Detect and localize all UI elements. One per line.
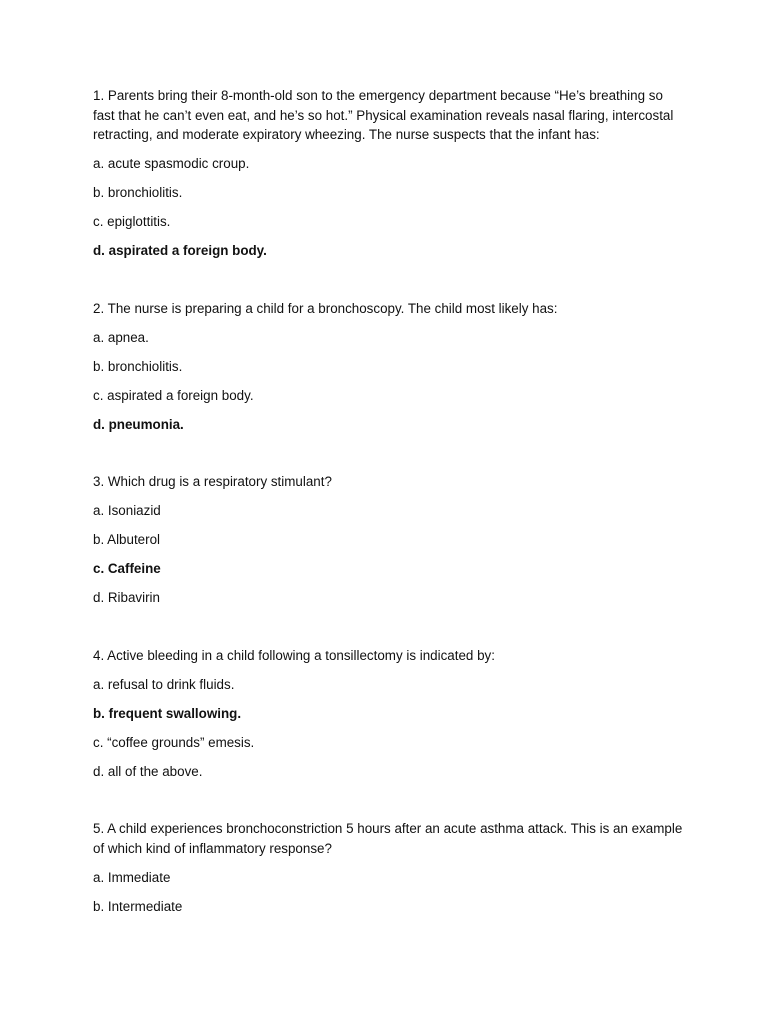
answer-option: c. aspirated a foreign body. bbox=[93, 387, 254, 403]
question-text: 5. A child experiences bronchoconstriction 5 hours after an acute asthma attack. This is an example of which kind of inflammatory response? bbox=[93, 821, 683, 856]
answer-option: b. bronchiolitis. bbox=[93, 358, 183, 374]
question-block-3 bbox=[93, 472, 683, 608]
question-text: 3. Which drug is a respiratory stimulant? bbox=[93, 474, 332, 489]
question-block-4 bbox=[93, 646, 683, 782]
answer-option: c. “coffee grounds” emesis. bbox=[93, 734, 255, 750]
answer-option: c. epiglottitis. bbox=[93, 214, 171, 229]
answer-option: a. Immediate bbox=[93, 869, 171, 885]
answer-option-correct: b. frequent swallowing. bbox=[93, 705, 242, 721]
question-block-1 bbox=[93, 86, 683, 261]
document-page bbox=[93, 86, 683, 926]
answer-option-correct: d. aspirated a foreign body. bbox=[93, 243, 267, 258]
answer-option: a. acute spasmodic croup. bbox=[93, 156, 250, 171]
answer-option: a. apnea. bbox=[93, 329, 149, 345]
answer-option: b. Albuterol bbox=[93, 532, 160, 547]
answer-option-correct: c. Caffeine bbox=[93, 561, 161, 576]
answer-option: a. refusal to drink fluids. bbox=[93, 676, 235, 692]
answer-option: d. Ribavirin bbox=[93, 590, 160, 605]
answer-option: b. bronchiolitis. bbox=[93, 185, 183, 200]
question-text: 4. Active bleeding in a child following a tonsillectomy is indicated by: bbox=[93, 647, 495, 663]
question-text: 2. The nurse is preparing a child for a bronchoscopy. The child most likely has: bbox=[93, 300, 558, 316]
answer-option: b. Intermediate bbox=[93, 898, 183, 914]
question-block-2 bbox=[93, 299, 683, 435]
answer-option: a. Isoniazid bbox=[93, 503, 161, 518]
answer-option-correct: d. pneumonia. bbox=[93, 416, 184, 432]
question-block-5 bbox=[93, 819, 683, 916]
question-text: 1. Parents bring their 8-month-old son to the emergency department because “He’s breathing so fast that he can’t even eat, and he’s so hot.” Physical examination reveals nasal flaring, intercostal retracting, and moderate expiratory wheezing. The nurse suspects that the infant has: bbox=[93, 88, 674, 142]
answer-option: d. all of the above. bbox=[93, 763, 203, 779]
